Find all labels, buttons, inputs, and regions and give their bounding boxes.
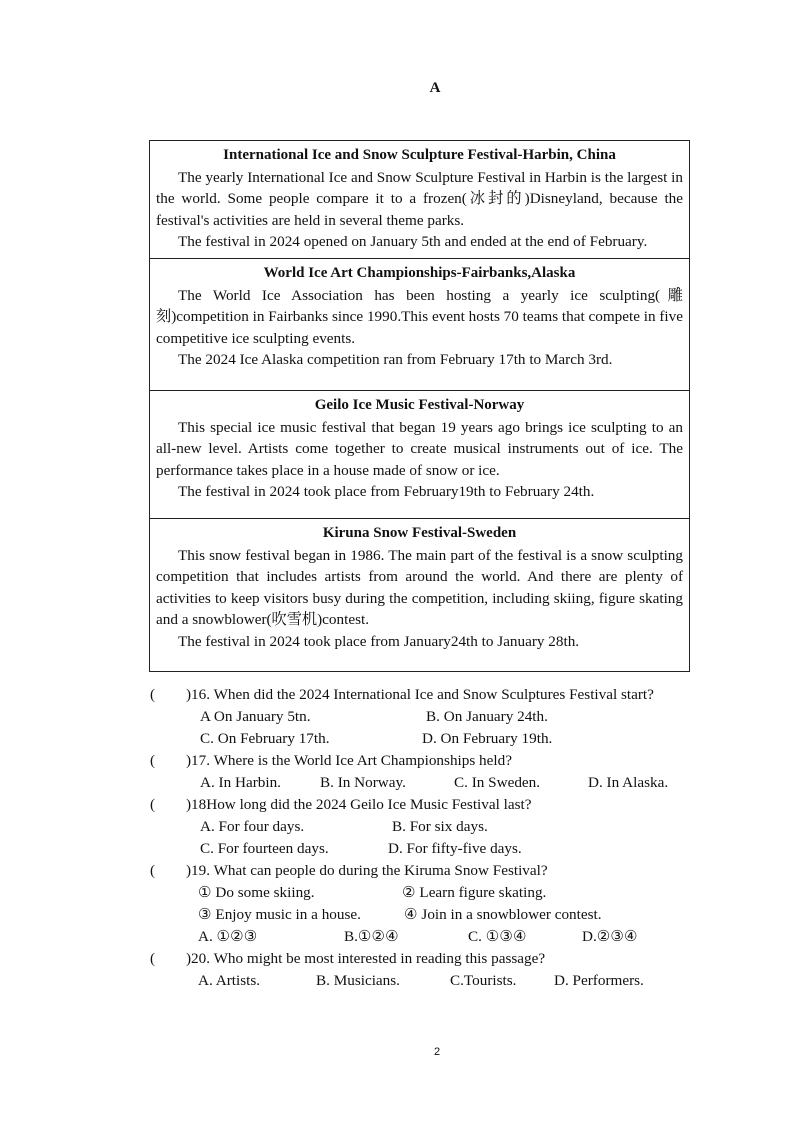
option-d[interactable]: D.②③④ [582, 928, 638, 945]
option-d[interactable]: D. Performers. [554, 972, 644, 989]
option-d[interactable]: D. On February 19th. [422, 730, 553, 747]
passage-table [149, 140, 690, 672]
question-stem: )20. Who might be most interested in reading this passage? [186, 950, 546, 967]
passage-paragraph: The 2024 Ice Alaska competition ran from February 17th to March 3rd. [178, 351, 613, 368]
question-20 [150, 948, 710, 970]
answer-blank[interactable]: ( [150, 796, 156, 813]
option-d[interactable]: D. For fifty-five days. [388, 840, 522, 857]
answer-blank[interactable]: ( [150, 862, 156, 879]
passage-paragraph: The World Ice Association has been hosting a yearly ice sculpting(雕刻)competition in Fairbanks since 1990.This event hosts 70 teams that compete in five competitive ice sculpting events. [156, 286, 683, 347]
option-d[interactable]: D. In Alaska. [588, 774, 669, 791]
option-b[interactable]: B. On January 24th. [426, 708, 548, 725]
section-label: A [429, 80, 441, 96]
option-c[interactable]: C. ①③④ [468, 928, 527, 945]
answer-blank[interactable]: ( [150, 752, 156, 769]
option-c[interactable]: C. For fourteen days. [200, 840, 329, 857]
question-stem: )18How long did the 2024 Geilo Ice Music Festival last? [186, 796, 532, 813]
option-c[interactable]: C. On February 17th. [200, 730, 330, 747]
option-row [150, 816, 710, 838]
passage-kiruna [150, 519, 689, 671]
question-18 [150, 794, 710, 816]
option-b[interactable]: B.①②④ [344, 928, 399, 945]
option-a[interactable]: A. In Harbin. [200, 774, 281, 791]
question-stem: )19. What can people do during the Kiruma Snow Festival? [186, 862, 548, 879]
option-a[interactable]: A On January 5tn. [200, 708, 311, 725]
passage-harbin [150, 141, 689, 259]
question-stem: )16. When did the 2024 International Ice and Snow Sculptures Festival start? [186, 686, 654, 703]
option-b[interactable]: B. For six days. [392, 818, 488, 835]
passage-title: Geilo Ice Music Festival-Norway [314, 397, 525, 413]
passage-paragraph: The yearly International Ice and Snow Sculpture Festival in Harbin is the largest in the world. Some people compare it to a frozen(冰封的)Disneyland, because the festival's activities are held in several theme parks. [156, 168, 683, 229]
question-17 [150, 750, 710, 772]
option-c[interactable]: C.Tourists. [450, 972, 517, 989]
question-list [150, 684, 710, 992]
statement-3: ③ Enjoy music in a house. [198, 906, 361, 923]
statement-4: ④ Join in a snowblower contest. [404, 906, 602, 923]
statement-row [150, 904, 710, 926]
option-b[interactable]: B. Musicians. [316, 972, 400, 989]
statement-2: ② Learn figure skating. [402, 884, 547, 901]
passage-title: International Ice and Snow Sculpture Festival-Harbin, China [223, 147, 616, 163]
passage-title: World Ice Art Championships-Fairbanks,Alaska [263, 265, 576, 281]
option-row [150, 706, 710, 728]
passage-paragraph: The festival in 2024 took place from January24th to January 28th. [178, 632, 580, 650]
option-row [150, 838, 710, 860]
answer-blank[interactable]: ( [150, 950, 156, 967]
passage-alaska [150, 259, 689, 391]
option-row [150, 728, 710, 750]
option-a[interactable]: A. Artists. [198, 972, 261, 989]
answer-blank[interactable]: ( [150, 686, 156, 703]
statement-row [150, 882, 710, 904]
passage-paragraph: The festival in 2024 opened on January 5th and ended at the end of February. [178, 233, 648, 250]
page-number: 2 [433, 1046, 441, 1058]
option-a[interactable]: A. ①②③ [198, 928, 258, 945]
passage-paragraph: This special ice music festival that began 19 years ago brings ice sculpting to an all-new level. Artists come together to create musical instruments out of ice. The performance takes place in a house made of snow or ice. [156, 418, 683, 479]
question-19 [150, 860, 710, 882]
passage-paragraph: The festival in 2024 took place from February19th to February 24th. [178, 483, 595, 500]
passage-title: Kiruna Snow Festival-Sweden [322, 525, 517, 541]
option-a[interactable]: A. For four days. [200, 818, 305, 835]
statement-1: ① Do some skiing. [198, 884, 315, 901]
option-row [150, 970, 710, 992]
question-16 [150, 684, 710, 706]
passage-geilo [150, 391, 689, 519]
option-b[interactable]: B. In Norway. [320, 774, 406, 791]
option-row [150, 772, 710, 794]
option-c[interactable]: C. In Sweden. [454, 774, 541, 791]
option-row [150, 926, 710, 948]
passage-paragraph: This snow festival began in 1986. The main part of the festival is a snow sculpting competition that includes artists from around the world. And there are plenty of activities to keep visitors busy during the competition, including skiing, figure skating and a snowblower(吹雪机)contest. [156, 546, 683, 628]
question-stem: )17. Where is the World Ice Art Championships held? [186, 752, 512, 769]
